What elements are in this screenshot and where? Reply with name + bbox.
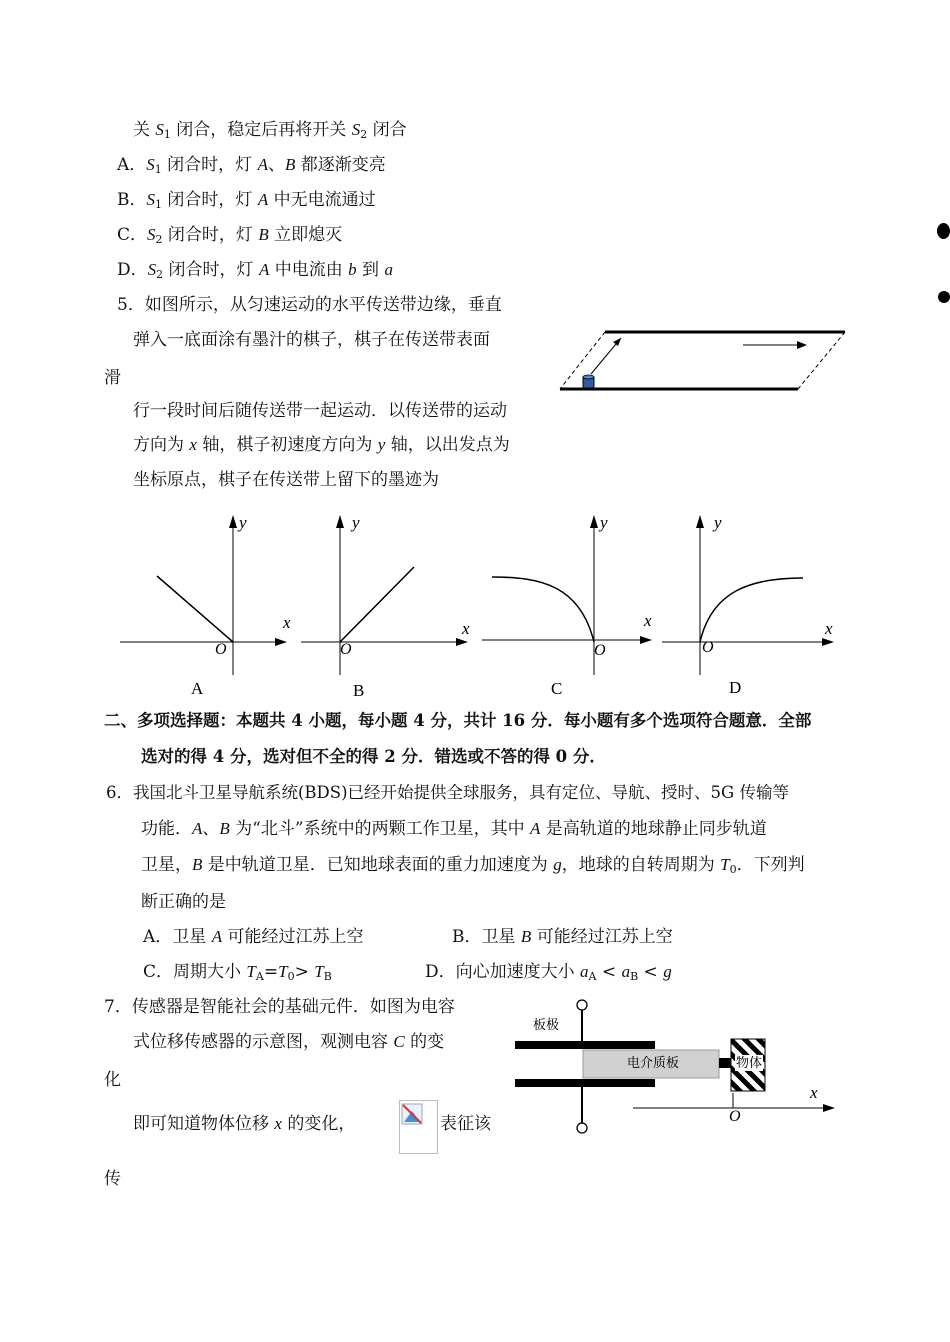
q5-line-4: 行一段时间后随传送带一起运动．以传送带的运动 (133, 401, 507, 421)
sensor-origin-label: O (729, 1108, 741, 1125)
q6-option-b: B．卫星 B 可能经过江苏上空 (452, 927, 673, 947)
q6-line-3: 卫星，B 是中轨道卫星．已知地球表面的重力加速度为 g，地球的自转周期为 $T_0$．下列判 (141, 855, 805, 876)
q5-line-3: 滑 (104, 368, 121, 388)
graph-c-origin-label: O (594, 642, 606, 659)
graph-c-y-label: y (600, 513, 608, 532)
binding-hole-dot (938, 291, 950, 303)
section-2-heading-line-2: 选对的得 4 分，选对但不全的得 2 分．错选或不答的得 0 分． (141, 747, 606, 766)
graph-a-origin-label: O (215, 641, 227, 658)
graph-a-x-label: x (283, 613, 291, 632)
q4-option-d: D．$S_2$ 闭合时，灯 A 中电流由 b 到 a (117, 260, 393, 281)
q7-line-4b: 表征该 (440, 1114, 491, 1134)
q5-line-5: 方向为 x 轴，棋子初速度方向为 y 轴，以出发点为 (133, 435, 510, 455)
graph-d-option-label: D (729, 678, 742, 697)
q7-line-3: 化 (104, 1070, 121, 1090)
q4-option-b: B．$S_1$ 闭合时，灯 A 中无电流通过 (117, 190, 376, 211)
binding-hole-dot (937, 223, 950, 239)
q5-graph-b (298, 510, 478, 700)
q5-graph-c (480, 510, 660, 700)
graph-d-y-label: y (714, 513, 722, 532)
graph-c-x-label: x (644, 611, 652, 630)
q7-line-1: 7．传感器是智能社会的基础元件．如图为电容 (104, 997, 455, 1017)
graph-d-origin-label: O (702, 639, 714, 656)
q5-line-1: 5．如图所示，从匀速运动的水平传送带边缘，垂直 (117, 295, 502, 315)
graph-b-option-label: B (353, 681, 365, 700)
conveyor-belt-diagram (555, 322, 855, 402)
graph-b-y-label: y (352, 513, 360, 532)
q4-option-a: A．$S_1$ 闭合时，灯 A、B 都逐渐变亮 (117, 155, 386, 176)
section-2-heading-line-1: 二、多项选择题：本题共 4 小题，每小题 4 分，共计 16 分．每小题有多个选项符合题意．全部 (104, 711, 812, 730)
object-label: 物体 (736, 1055, 763, 1070)
q5-graph-a (115, 510, 295, 700)
q7-line-5: 传 (104, 1169, 121, 1189)
sensor-x-axis-label: x (810, 1083, 818, 1102)
q7-line-2: 式位移传感器的示意图，观测电容 C 的变 (133, 1032, 445, 1052)
q4-stem-tail: 关 $S_1$ 闭合，稳定后再将开关 $S_2$ 闭合 (133, 120, 407, 141)
q6-option-c: C．周期大小 $T_A=T_0> T_B$ (143, 962, 332, 983)
graph-a-option-label: A (191, 679, 204, 698)
plate-label: 板极 (533, 1017, 560, 1032)
broken-image-icon (399, 1100, 438, 1154)
capacitor-sensor-diagram (513, 995, 843, 1135)
q6-option-d: D．向心加速度大小 $a_A < a_B < g$ (425, 962, 672, 983)
q5-line-2: 弹入一底面涂有墨汁的棋子，棋子在传送带表面 (133, 330, 490, 350)
graph-b-origin-label: O (340, 641, 352, 658)
q6-option-a: A．卫星 A 可能经过江苏上空 (143, 927, 364, 947)
graph-d-x-label: x (825, 619, 833, 638)
q5-graph-d (660, 510, 840, 700)
graph-a-y-label: y (239, 513, 247, 532)
dielectric-label: 电介质板 (627, 1055, 680, 1070)
q6-line-2: 功能．A、B 为“北斗”系统中的两颗工作卫星，其中 A 是高轨道的地球静止同步轨道 (141, 819, 767, 839)
q5-line-6: 坐标原点，棋子在传送带上留下的墨迹为 (133, 470, 439, 490)
q4-option-c: C．$S_2$ 闭合时，灯 B 立即熄灭 (117, 225, 343, 246)
graph-b-x-label: x (462, 619, 470, 638)
q7-line-4a: 即可知道物体位移 x 的变化， (133, 1114, 356, 1134)
graph-c-option-label: C (551, 679, 563, 698)
q6-line-1: 6．我国北斗卫星导航系统(BDS)已经开始提供全球服务，具有定位、导航、授时、5G 传输等 (106, 783, 789, 802)
q6-line-4: 断正确的是 (141, 892, 226, 912)
